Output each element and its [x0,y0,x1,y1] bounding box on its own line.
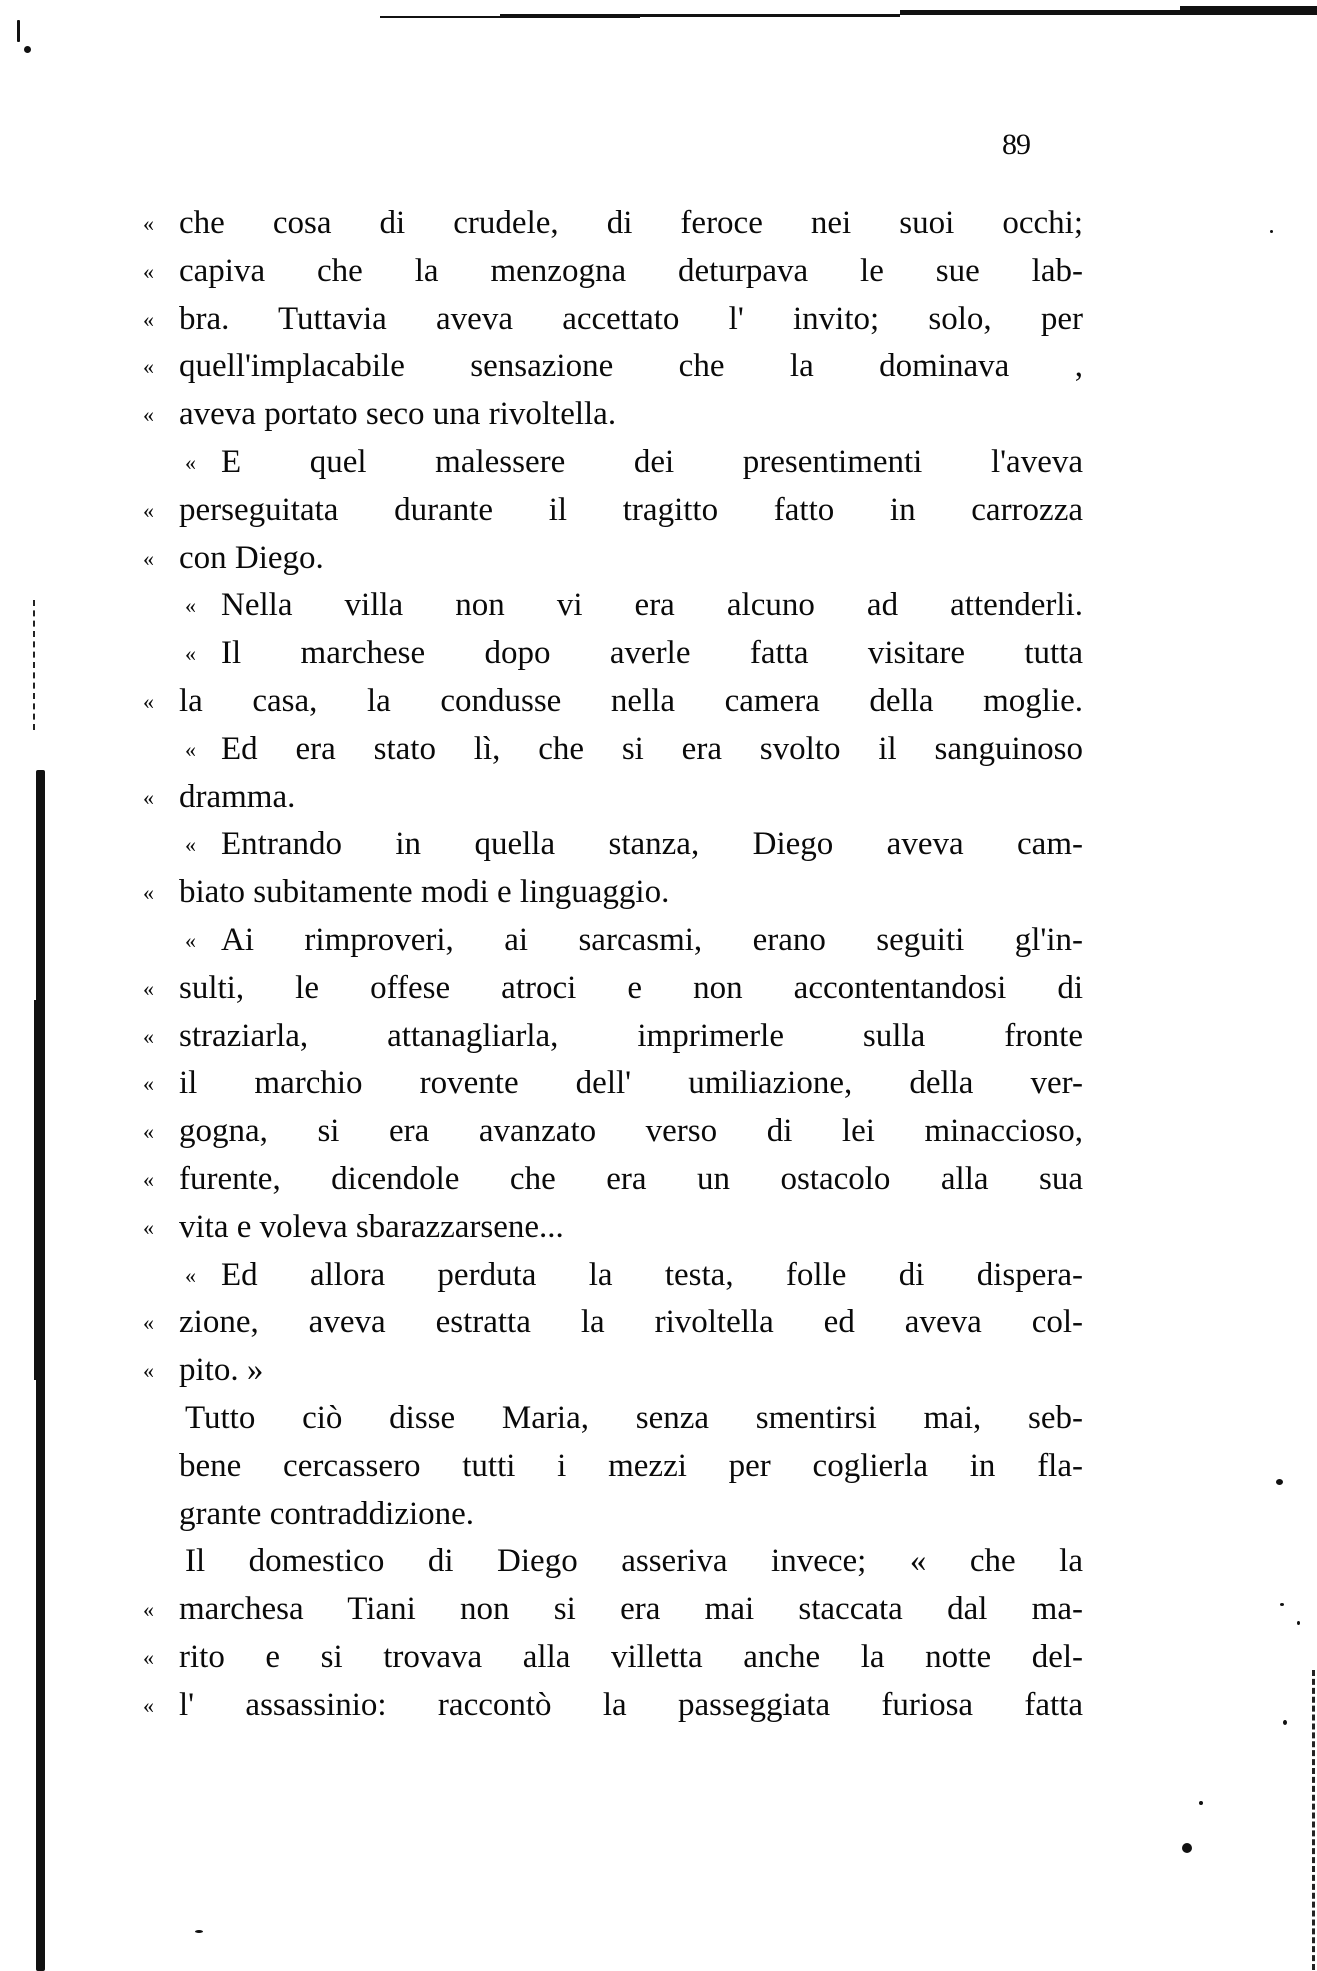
text-line [143,534,1083,582]
text-line [143,1394,1083,1442]
line-text: E quel malessere dei presentimenti l'aveva [221,444,1083,480]
line-text: con Diego. [179,539,324,576]
guillemet-marker [143,1490,179,1538]
scan-speck [17,20,20,42]
line-text: Il domestico di Diego asseriva invece; « che la [185,1543,1083,1580]
text-line [143,1155,1083,1203]
text-line [143,1251,1083,1299]
guillemet-marker: « [185,1262,196,1288]
guillemet-marker: « [185,641,196,667]
scan-speck [1182,1843,1192,1853]
scan-speck [1270,230,1273,233]
guillemet-marker: « [143,258,154,284]
guillemet-marker: « [143,306,154,332]
guillemet-marker: « [143,1119,154,1145]
guillemet-marker [143,1394,179,1442]
text-line [143,1298,1083,1346]
text-line [143,916,1083,964]
line-text: capiva che la menzogna deturpava le sue lab- [179,252,1083,289]
guillemet-marker [143,1537,179,1585]
line-text: perseguitata durante il tragitto fatto in carrozza [179,491,1083,528]
line-text: biato subitamente modi e linguaggio. [179,874,670,911]
scan-speck [1280,1603,1284,1606]
guillemet-marker: « [143,975,154,1001]
line-text: Ai rimproveri, ai sarcasmi, erano seguiti gl'in- [221,922,1083,958]
guillemet-marker: « [143,354,154,380]
book-binding-edge [36,770,45,1971]
line-text: bra. Tuttavia aveva accettato l' invito; solo, per [179,300,1083,337]
text-line [143,773,1083,821]
text-line [143,1537,1083,1585]
text-line [143,390,1083,438]
guillemet-marker: « [143,1310,154,1336]
text-line [143,581,1083,629]
line-text: bene cercassero tutti i mezzi per coglierla in fla- [179,1447,1083,1484]
guillemet-marker: « [143,211,154,236]
book-binding-edge-thin [34,1000,37,1380]
line-text: straziarla, attanagliarla, imprimerle sulla fronte [179,1017,1083,1054]
text-line [143,199,1083,247]
line-text: Entrando in quella stanza, Diego aveva cam- [221,826,1083,863]
guillemet-marker: « [143,545,154,571]
line-text: quell'implacabile sensazione che la dominava , [179,348,1083,385]
text-line [143,964,1083,1012]
line-text: Tutto ciò disse Maria, senza smentirsi mai, seb- [185,1400,1083,1436]
scan-speck [1276,1479,1283,1485]
text-line [143,725,1083,773]
line-text: aveva portato seco una rivoltella. [179,396,617,433]
text-line [143,1681,1083,1729]
guillemet-marker: « [143,1071,154,1097]
text-line [143,1442,1083,1490]
scan-left-edge-marks [33,600,37,730]
page-number: 89 [1002,128,1030,161]
guillemet-marker: « [185,928,196,953]
guillemet-marker: « [143,402,154,428]
guillemet-marker: « [143,880,154,906]
line-text: Ed era stato lì, che si era svolto il sanguinoso [221,730,1083,767]
guillemet-marker: « [143,1358,154,1384]
scan-speck [1283,1720,1287,1725]
guillemet-marker: « [143,1692,154,1718]
line-text: grante contraddizione. [179,1495,475,1532]
guillemet-marker: « [143,1023,154,1049]
line-text: il marchio rovente dell' umiliazione, della ver- [179,1065,1083,1102]
text-line [143,629,1083,677]
guillemet-marker: « [185,736,196,762]
line-text: pito. » [179,1352,264,1389]
text-line [143,1059,1083,1107]
text-line [143,295,1083,343]
text-line [143,820,1083,868]
line-text: gogna, si era avanzato verso di lei minaccioso, [179,1113,1083,1150]
line-text: marchesa Tiani non si era mai staccata dal ma- [179,1591,1083,1628]
scan-speck [24,46,31,53]
line-text: furente, dicendole che era un ostacolo alla sua [179,1161,1083,1197]
text-line [143,438,1083,486]
line-text: rito e si trovava alla villetta anche la notte del- [179,1639,1083,1675]
guillemet-marker: « [185,450,196,475]
text-line [143,1585,1083,1633]
text-line [143,1633,1083,1681]
text-line [143,1203,1083,1251]
text-line [143,677,1083,725]
guillemet-marker: « [143,689,154,714]
line-text: Nella villa non vi era alcuno ad attenderli. [221,587,1083,624]
guillemet-marker [143,1442,179,1490]
guillemet-marker: « [143,1645,154,1670]
scan-top-edge-artifact [1180,6,1317,15]
text-line [143,486,1083,534]
text-line [143,868,1083,916]
text-line [143,1012,1083,1060]
guillemet-marker: « [143,784,154,810]
guillemet-marker: « [185,593,196,619]
scan-top-edge-artifact [500,14,900,17]
guillemet-marker: « [143,497,154,523]
scan-speck [1297,1621,1300,1625]
guillemet-marker: « [143,1597,154,1623]
scan-right-edge-marks [1312,1670,1317,1970]
text-line [143,1346,1083,1394]
text-line [143,247,1083,295]
line-text: la casa, la condusse nella camera della moglie. [179,683,1083,719]
guillemet-marker: « [185,832,196,858]
line-text: vita e voleva sbarazzarsene... [179,1208,564,1245]
scan-speck [1199,1801,1203,1805]
guillemet-marker: « [143,1167,154,1192]
line-text: dramma. [179,778,296,815]
text-line [143,1490,1083,1538]
line-text: sulti, le offese atroci e non accontentandosi di [179,969,1083,1006]
scan-speck [195,1930,203,1933]
guillemet-marker: « [143,1214,154,1240]
line-text: zione, aveva estratta la rivoltella ed aveva col- [179,1304,1083,1341]
text-line [143,342,1083,390]
line-text: Ed allora perduta la testa, folle di dispera- [221,1256,1083,1293]
text-line [143,1107,1083,1155]
line-text: che cosa di crudele, di feroce nei suoi occhi; [179,205,1083,241]
line-text: l' assassinio: raccontò la passeggiata furiosa fatta [179,1686,1083,1723]
line-text: Il marchese dopo averle fatta visitare tutta [221,635,1083,672]
